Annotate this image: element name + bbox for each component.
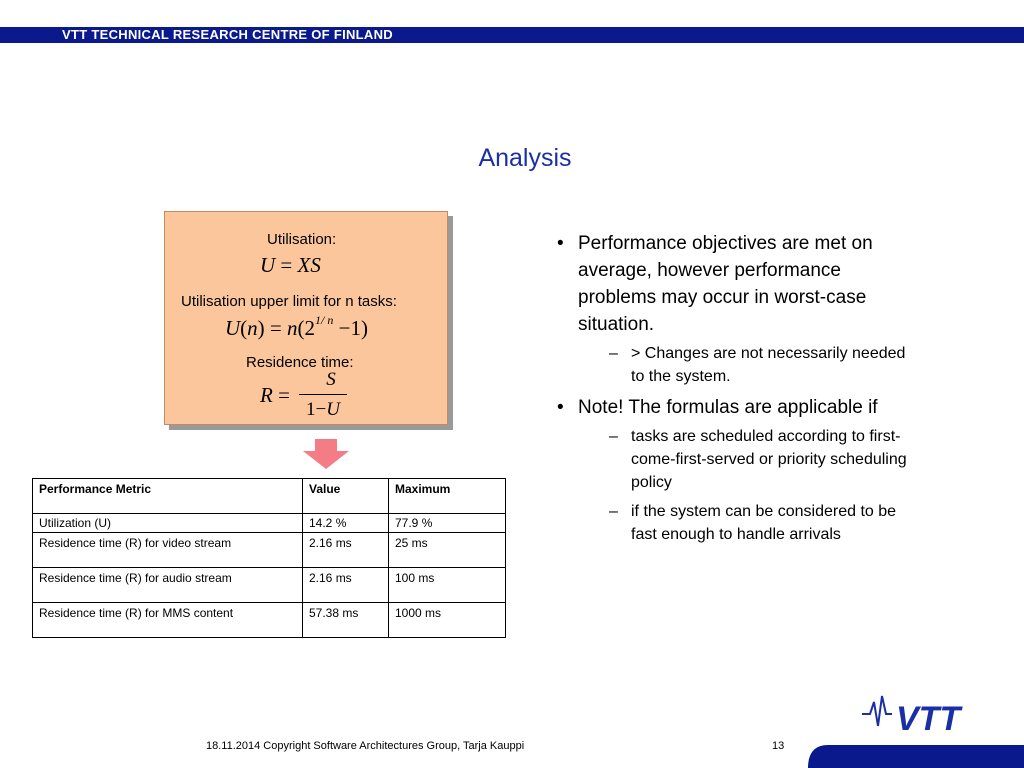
bullet-marker: • (557, 397, 564, 418)
table-row (33, 514, 506, 533)
bullet-item (557, 230, 917, 338)
table-header-cell: Value (303, 479, 389, 514)
bullet-text: Performance objectives are met on average, however performance problems may occur in worst-case situation. (578, 233, 873, 335)
page-number: 13 (772, 740, 785, 752)
corner-decoration (808, 745, 1024, 768)
table-cell: 57.38 ms (303, 603, 389, 638)
bullet-item (557, 394, 917, 421)
utilisation-formula: U = XS (260, 253, 321, 277)
down-arrow-icon (303, 439, 349, 469)
sub-bullet-text: > Changes are not necessarily needed to the system. (631, 345, 906, 385)
table-header-row (33, 479, 506, 514)
table-cell: Residence time (R) for MMS content (33, 603, 303, 638)
bullet-text: Note! The formulas are applicable if (578, 397, 878, 418)
logo-text: VTT (896, 700, 961, 736)
bullet-marker: • (557, 233, 564, 254)
dash-marker: – (609, 428, 618, 445)
table-cell: 1000 ms (389, 603, 506, 638)
table-row (33, 533, 506, 568)
table-row (33, 603, 506, 638)
table-header-cell: Performance Metric (33, 479, 303, 514)
fraction-bar (299, 394, 347, 395)
vtt-logo-icon (862, 692, 972, 736)
metrics-table (32, 478, 506, 638)
table-row (33, 568, 506, 603)
sub-bullet-item (557, 425, 917, 494)
table-cell: 2.16 ms (303, 568, 389, 603)
table-header-cell: Maximum (389, 479, 506, 514)
sub-bullet-item (557, 500, 917, 546)
upper-limit-label: Utilisation upper limit for n tasks: (181, 293, 397, 310)
upper-limit-formula: $U(n) = n(2^{1/ n} -1)$ (225, 313, 368, 340)
bullet-list (557, 230, 917, 552)
dash-marker: – (609, 503, 618, 520)
table-cell: Residence time (R) for audio stream (33, 568, 303, 603)
table-cell: 77.9 % (389, 514, 506, 533)
sub-bullet-text: tasks are scheduled according to first-come-first-served or priority scheduling policy (631, 428, 907, 491)
residence-time-label: Residence time: (246, 354, 354, 371)
residence-numerator: S (326, 369, 336, 390)
slide-title: Analysis (478, 144, 572, 172)
table-cell: 14.2 % (303, 514, 389, 533)
table-cell: 100 ms (389, 568, 506, 603)
dash-marker: – (609, 345, 618, 362)
utilisation-label: Utilisation: (267, 231, 337, 248)
organization-name: VTT TECHNICAL RESEARCH CENTRE OF FINLAND (62, 27, 393, 42)
table-cell: Utilization (U) (33, 514, 303, 533)
footer-copyright: 18.11.2014 Copyright Software Architectures Group, Tarja Kauppi (206, 740, 525, 752)
residence-formula-lhs: R = (260, 383, 290, 407)
table-cell: Residence time (R) for video stream (33, 533, 303, 568)
sub-bullet-text: if the system can be considered to be fast enough to handle arrivals (631, 503, 897, 543)
formula-box (164, 211, 448, 425)
sub-bullet-item (557, 342, 917, 388)
table-cell: 25 ms (389, 533, 506, 568)
table-cell: 2.16 ms (303, 533, 389, 568)
residence-denominator: 1−U (306, 399, 340, 420)
